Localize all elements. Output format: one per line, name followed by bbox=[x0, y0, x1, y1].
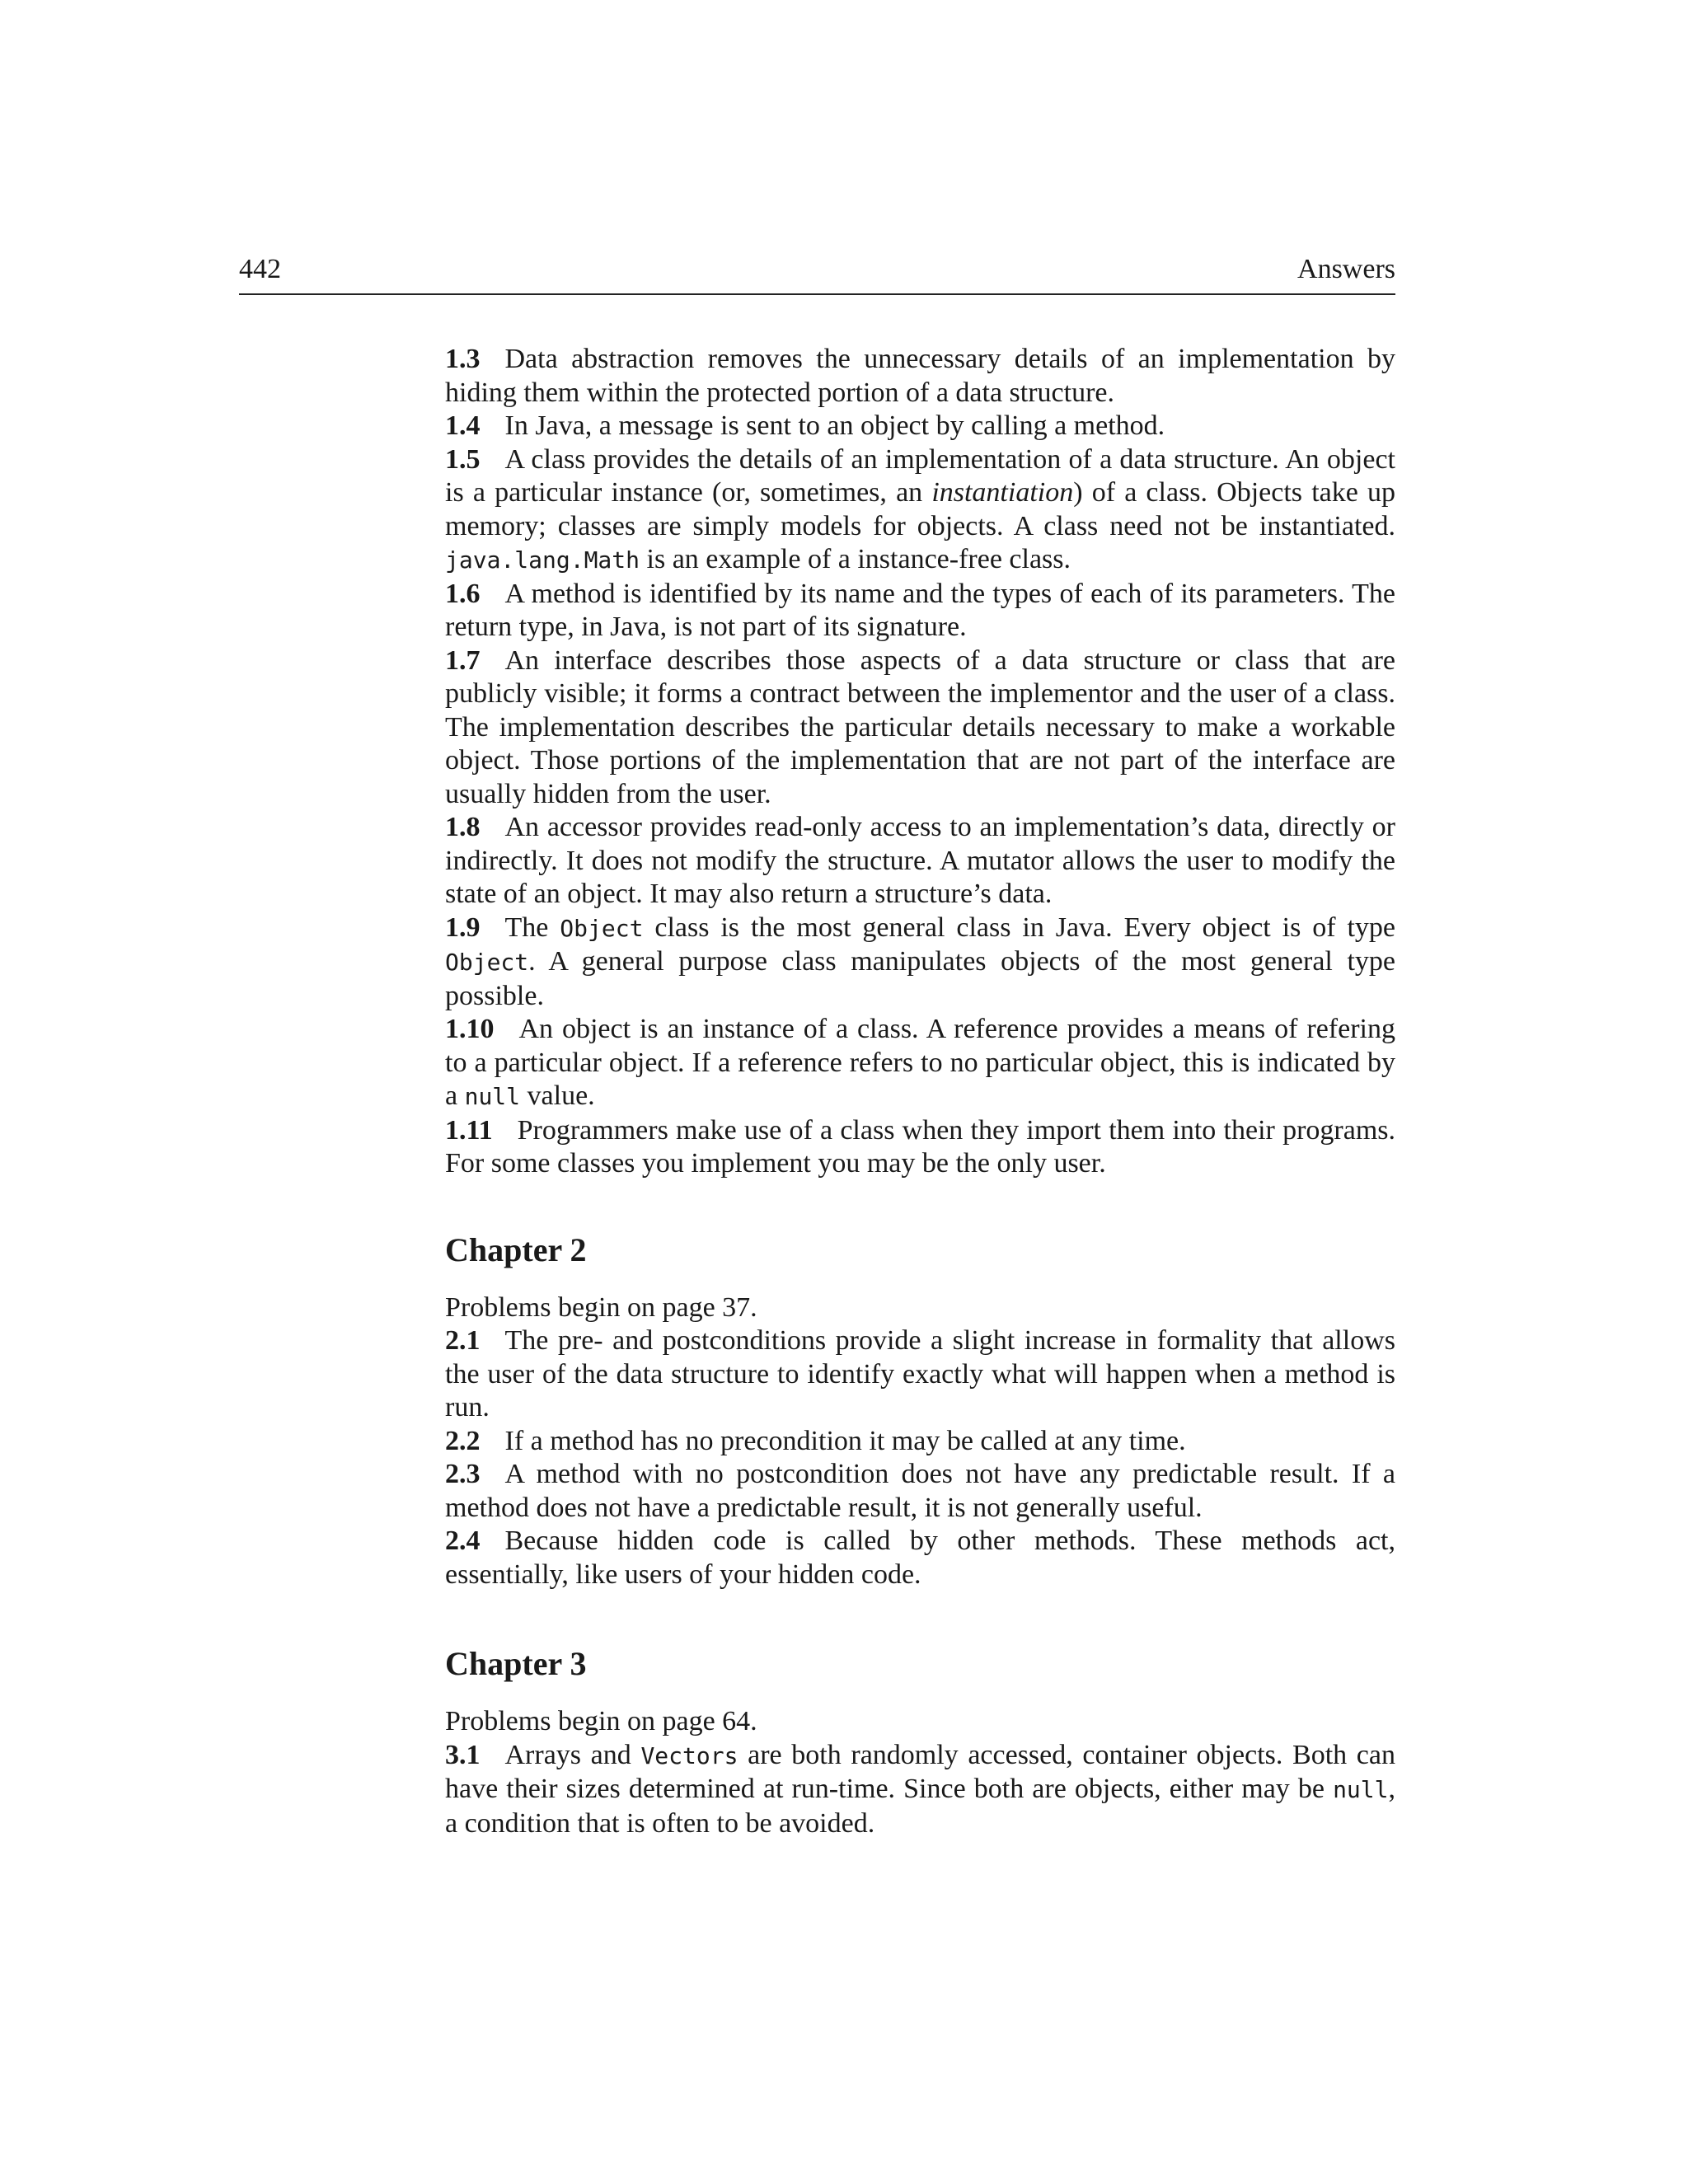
answer-text: . A general purpose class manipulates objects of the most general type possible. bbox=[445, 946, 1395, 1011]
answer-item bbox=[445, 912, 1395, 1014]
answer-number: 1.4 bbox=[445, 410, 481, 441]
answer-item bbox=[445, 1324, 1395, 1425]
answer-item bbox=[445, 578, 1395, 644]
answer-item bbox=[445, 410, 1395, 443]
answer-number: 1.6 bbox=[445, 578, 481, 609]
answer-text: Because hidden code is called by other methods. These methods act, essentially, like users of your hidden code. bbox=[445, 1526, 1395, 1590]
code-term: null bbox=[1333, 1776, 1389, 1803]
answer-number: 2.3 bbox=[445, 1459, 481, 1489]
answer-item bbox=[445, 343, 1395, 410]
answer-item bbox=[445, 1425, 1395, 1459]
answer-text: value. bbox=[520, 1080, 595, 1111]
page-header bbox=[239, 252, 1395, 295]
answer-text: A method with no postcondition does not have any predictable result. If a method does not have a predictable result, it is not generally useful. bbox=[445, 1459, 1395, 1523]
answer-text: A method is identified by its name and the types of each of its parameters. The return type, in Java, is not part of its signature. bbox=[445, 578, 1395, 642]
running-head: Answers bbox=[1297, 254, 1395, 284]
code-term: Object bbox=[445, 949, 529, 976]
emphasis-term: instantiation bbox=[931, 477, 1074, 508]
answer-text: Programmers make use of a class when they import them into their programs. For some classes you implement you may be the only user. bbox=[445, 1114, 1395, 1179]
answer-text: , a condition that is often to be avoided. bbox=[445, 1774, 1395, 1839]
answer-item bbox=[445, 1525, 1395, 1591]
answer-number: 3.1 bbox=[445, 1739, 481, 1770]
answer-text: In Java, a message is sent to an object by calling a method. bbox=[504, 410, 1165, 441]
answer-text: class is the most general class in Java. Every object is of type bbox=[643, 912, 1396, 943]
answer-text: ) of a class. Objects take up memory; classes are simply models for objects. A class need not be instantiated. bbox=[445, 477, 1395, 541]
answer-item bbox=[445, 1114, 1395, 1181]
answer-item bbox=[445, 1739, 1395, 1841]
answer-text: The bbox=[504, 912, 560, 943]
page-body bbox=[445, 343, 1395, 1840]
chapter-heading: Chapter 3 bbox=[445, 1645, 587, 1682]
code-term: java.lang.Math bbox=[445, 546, 640, 574]
answer-item bbox=[445, 811, 1395, 912]
answer-number: 1.5 bbox=[445, 443, 481, 475]
answer-item bbox=[445, 1013, 1395, 1114]
chapter-intro: Problems begin on page 37. bbox=[445, 1291, 757, 1323]
answer-text: The pre- and postconditions provide a slight increase in formality that allows the user of the data structure to identify exactly what will happen when a method is run. bbox=[445, 1325, 1395, 1422]
code-term: Object bbox=[560, 914, 644, 942]
answer-number: 1.10 bbox=[445, 1014, 495, 1044]
chapter-heading: Chapter 2 bbox=[445, 1230, 587, 1268]
answer-number: 1.3 bbox=[445, 344, 481, 374]
answer-number: 1.8 bbox=[445, 812, 481, 842]
answer-item bbox=[445, 1458, 1395, 1525]
answer-number: 2.1 bbox=[445, 1325, 481, 1356]
code-term: Vectors bbox=[640, 1741, 738, 1769]
answer-text: An accessor provides read-only access to an implementation’s data, directly or indirectly. It does not modify the structure. A mutator allows the user to modify the state of an object. It may also return a structure’s data. bbox=[445, 812, 1395, 909]
answer-number: 1.9 bbox=[445, 912, 481, 943]
answer-text: Data abstraction removes the unnecessary details of an implementation by hiding them within the protected portion of a data structure. bbox=[445, 344, 1395, 408]
answer-item bbox=[445, 443, 1395, 578]
answer-text: An object is an instance of a class. A reference provides a means of refering to a particular object. If a reference refers to no particular object, this is indicated by a bbox=[445, 1014, 1395, 1111]
code-term: null bbox=[464, 1083, 521, 1110]
answer-number: 1.7 bbox=[445, 644, 481, 676]
answer-text: is an example of a instance-free class. bbox=[640, 544, 1071, 574]
page-number: 442 bbox=[239, 254, 281, 284]
answer-number: 1.11 bbox=[445, 1114, 493, 1146]
answer-number: 2.2 bbox=[445, 1425, 481, 1456]
answer-item bbox=[445, 644, 1395, 812]
chapter-intro: Problems begin on page 64. bbox=[445, 1706, 757, 1736]
answer-text: Arrays and bbox=[504, 1739, 641, 1770]
answer-text: are both randomly accessed, container objects. Both can have their sizes determined at run-time. Since both are objects, either may be bbox=[445, 1739, 1395, 1804]
answer-text: An interface describes those aspects of a data structure or class that are publicly visible; it forms a contract between the implementor and the user of a class. The implementation describes the particular details necessary to make a workable object. Those portions of the implementation that are not part of the interface are usually hidden from the user. bbox=[445, 644, 1395, 809]
answer-text: If a method has no precondition it may be called at any time. bbox=[504, 1425, 1186, 1456]
answer-number: 2.4 bbox=[445, 1526, 481, 1556]
answer-text: A class provides the details of an implementation of a data structure. An object is a particular instance (or, sometimes, an bbox=[445, 443, 1395, 508]
